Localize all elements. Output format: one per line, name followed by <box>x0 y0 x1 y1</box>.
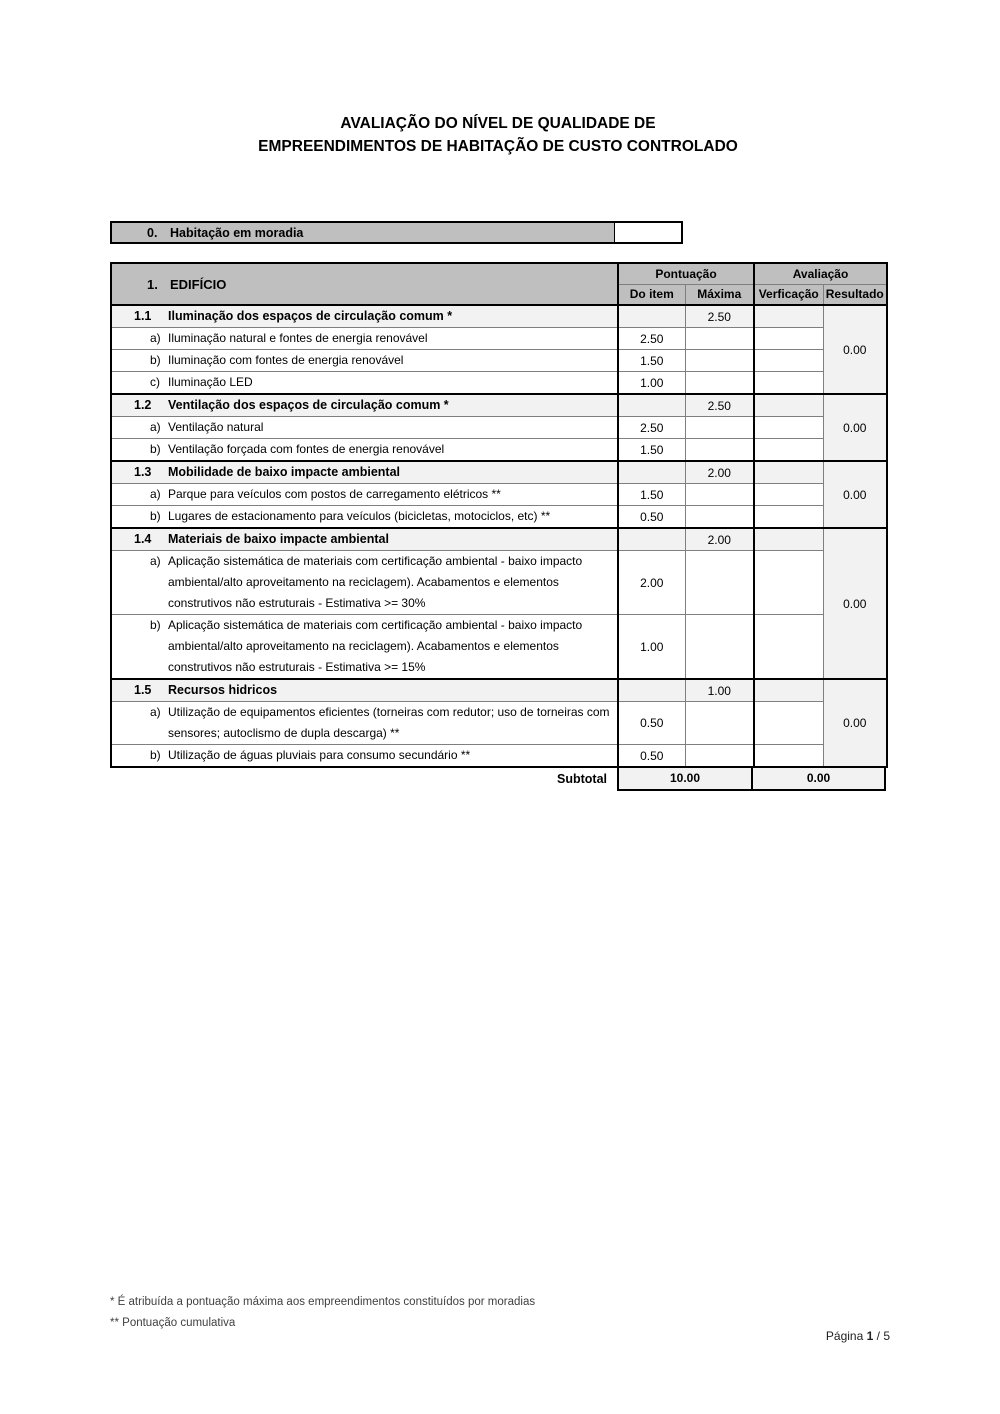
maxima-cell <box>685 328 754 350</box>
maxima-cell: 2.50 <box>685 394 754 417</box>
item-letter: b) <box>150 748 161 762</box>
column-header-maxima: Máxima <box>685 284 754 305</box>
maxima-cell <box>685 372 754 395</box>
maxima-cell: 2.50 <box>685 305 754 328</box>
section-number: 1.4 <box>134 532 152 546</box>
maxima-cell: 1.00 <box>685 679 754 702</box>
habitacao-moradia-label: Habitação em moradia <box>170 225 304 240</box>
do-item-cell: 1.50 <box>618 484 685 506</box>
verficacao-cell <box>754 551 823 615</box>
section-title: Iluminação dos espaços de circulação comum * <box>168 309 453 323</box>
do-item-cell: 2.50 <box>618 328 685 350</box>
page-number <box>826 1329 890 1343</box>
item-row-1-2-b <box>111 439 887 462</box>
item-label: Ventilação forçada com fontes de energia renovável <box>168 442 445 456</box>
do-item-cell: 1.50 <box>618 350 685 372</box>
section-number: 1.1 <box>134 309 152 323</box>
maxima-cell <box>685 702 754 745</box>
resultado-cell: 0.00 <box>823 394 887 461</box>
maxima-cell <box>685 417 754 439</box>
item-letter: b) <box>150 353 161 367</box>
do-item-cell: 0.50 <box>618 745 685 768</box>
item-letter: b) <box>150 618 161 632</box>
item-label: Lugares de estacionamento para veículos (bicicletas, motociclos, etc) ** <box>168 509 551 523</box>
table-section-title: EDIFÍCIO <box>170 276 227 292</box>
page-number-total: / 5 <box>876 1329 890 1343</box>
verficacao-cell <box>754 615 823 680</box>
subtotal-label: Subtotal <box>557 772 607 786</box>
do-item-cell: 2.50 <box>618 417 685 439</box>
section-title: Recursos hidricos <box>168 683 278 697</box>
section-number: 1.5 <box>134 683 152 697</box>
title-line-2: EMPREENDIMENTOS DE HABITAÇÃO DE CUSTO CONTROLADO <box>258 138 738 155</box>
verficacao-cell <box>754 506 823 529</box>
maxima-cell: 2.00 <box>685 461 754 484</box>
do-item-cell <box>618 528 685 551</box>
resultado-cell: 0.00 <box>823 461 887 528</box>
item-label: Utilização de equipamentos eficientes (torneiras com redutor; uso de torneiras com sensores; autoclismo de dupla descarga) ** <box>168 705 610 740</box>
section-number: 1.2 <box>134 398 152 412</box>
page-number-label: Página <box>825 1329 864 1343</box>
table-section-heading <box>111 263 618 305</box>
section-row-1-2 <box>111 394 887 417</box>
do-item-cell <box>618 305 685 328</box>
subtotal-avaliacao: 0.00 <box>753 768 886 791</box>
item-letter: a) <box>150 554 161 568</box>
do-item-cell <box>618 394 685 417</box>
maxima-cell <box>685 551 754 615</box>
habitacao-moradia-bar <box>110 221 683 244</box>
section-number: 1.3 <box>134 465 152 479</box>
column-header-do-item: Do item <box>618 284 685 305</box>
item-letter: a) <box>150 331 161 345</box>
item-label: Utilização de águas pluviais para consumo secundário ** <box>168 748 471 762</box>
maxima-cell <box>685 484 754 506</box>
item-row-1-1-c <box>111 372 887 395</box>
section-row-1-1 <box>111 305 887 328</box>
column-group-avaliacao: Avaliação <box>754 263 887 284</box>
do-item-cell: 2.00 <box>618 551 685 615</box>
item-row-1-5-a <box>111 702 887 745</box>
item-letter: a) <box>150 705 161 719</box>
maxima-cell <box>685 615 754 680</box>
item-label: Parque para veículos com postos de carregamento elétricos ** <box>168 487 501 501</box>
do-item-cell: 0.50 <box>618 702 685 745</box>
item-label: Iluminação LED <box>168 375 253 389</box>
column-header-verficacao: Verficação <box>754 284 823 305</box>
verficacao-cell <box>754 328 823 350</box>
subtotal-row <box>110 768 886 791</box>
maxima-cell <box>685 745 754 768</box>
verficacao-cell <box>754 350 823 372</box>
do-item-cell <box>618 461 685 484</box>
evaluation-table <box>110 262 888 768</box>
verficacao-cell <box>754 305 823 328</box>
item-row-1-3-a <box>111 484 887 506</box>
verficacao-cell <box>754 394 823 417</box>
maxima-cell <box>685 439 754 462</box>
item-row-1-4-b <box>111 615 887 680</box>
item-row-1-1-b <box>111 350 887 372</box>
footnote-double-asterisk: ** Pontuação cumulativa <box>110 1317 236 1329</box>
section-title: Ventilação dos espaços de circulação comum * <box>168 398 449 412</box>
table-header-row-groups <box>111 263 887 284</box>
maxima-cell: 2.00 <box>685 528 754 551</box>
page-number-current: 1 <box>866 1329 874 1343</box>
item-row-1-2-a <box>111 417 887 439</box>
verficacao-cell <box>754 417 823 439</box>
habitacao-moradia-label-cell <box>112 223 614 242</box>
do-item-cell: 0.50 <box>618 506 685 529</box>
verficacao-cell <box>754 528 823 551</box>
item-label: Ventilação natural <box>168 420 264 434</box>
habitacao-moradia-number: 0. <box>147 225 158 240</box>
do-item-cell <box>618 679 685 702</box>
item-label: Iluminação natural e fontes de energia renovável <box>168 331 428 345</box>
item-row-1-3-b <box>111 506 887 529</box>
verficacao-cell <box>754 484 823 506</box>
column-group-pontuacao: Pontuação <box>618 263 754 284</box>
verficacao-cell <box>754 372 823 395</box>
item-letter: a) <box>150 420 161 434</box>
item-row-1-5-b <box>111 745 887 768</box>
section-title: Materiais de baixo impacte ambiental <box>168 532 389 546</box>
maxima-cell <box>685 506 754 529</box>
footnote-asterisk: * É atribuída a pontuação máxima aos empreendimentos constituídos por moradias <box>110 1296 536 1308</box>
resultado-cell: 0.00 <box>823 528 887 679</box>
verficacao-cell <box>754 679 823 702</box>
verficacao-cell <box>754 745 823 768</box>
section-row-1-3 <box>111 461 887 484</box>
item-label: Aplicação sistemática de materiais com certificação ambiental - baixo impacto ambiental/alto aproveitamento na reciclagem). Acabamentos e elementos construtivos não estruturais - Estimativa >= 15% <box>168 618 583 674</box>
column-header-resultado: Resultado <box>823 284 887 305</box>
document-title <box>110 112 886 158</box>
table-section-number: 1. <box>147 276 158 292</box>
section-row-1-5 <box>111 679 887 702</box>
item-letter: b) <box>150 509 161 523</box>
maxima-cell <box>685 350 754 372</box>
title-line-1: AVALIAÇÃO DO NÍVEL DE QUALIDADE DE <box>340 115 656 132</box>
do-item-cell: 1.00 <box>618 372 685 395</box>
do-item-cell: 1.00 <box>618 615 685 680</box>
verficacao-cell <box>754 439 823 462</box>
resultado-cell: 0.00 <box>823 679 887 767</box>
item-row-1-4-a <box>111 551 887 615</box>
habitacao-moradia-value-cell <box>614 223 681 242</box>
item-row-1-1-a <box>111 328 887 350</box>
item-letter: b) <box>150 442 161 456</box>
item-letter: a) <box>150 487 161 501</box>
item-label: Iluminação com fontes de energia renovável <box>168 353 404 367</box>
item-label: Aplicação sistemática de materiais com certificação ambiental - baixo impacto ambiental/alto aproveitamento na reciclagem). Acabamentos e elementos construtivos não estruturais - Estimativa >= 30% <box>168 554 583 610</box>
verficacao-cell <box>754 461 823 484</box>
item-letter: c) <box>150 375 160 389</box>
do-item-cell: 1.50 <box>618 439 685 462</box>
verficacao-cell <box>754 702 823 745</box>
section-title: Mobilidade de baixo impacte ambiental <box>168 465 400 479</box>
resultado-cell: 0.00 <box>823 305 887 394</box>
section-row-1-4 <box>111 528 887 551</box>
subtotal-pontuacao: 10.00 <box>617 768 753 791</box>
